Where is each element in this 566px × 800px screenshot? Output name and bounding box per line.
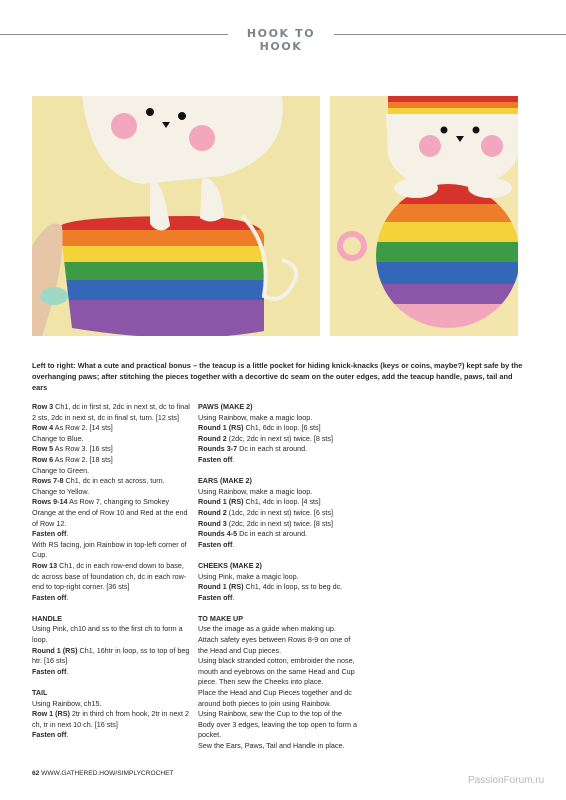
- page-footer: [32, 770, 174, 777]
- fingernail: [40, 287, 68, 305]
- row-13: Row 13 Ch1, dc in each row-end down to base, dc across base of foundation ch, dc in each row-end to top-right corner. [36 sts]: [32, 560, 187, 592]
- page-number: 62: [32, 770, 40, 777]
- paws-round-2: Round 2 (2dc, 2dc in next st) twice. [8 sts]: [198, 433, 334, 443]
- fasten-off: Fasten off.: [198, 592, 235, 602]
- spacer: [32, 677, 190, 688]
- ears-round-2: Round 2 (1dc, 2dc in next st) twice. [6 sts]: [198, 507, 334, 517]
- row-4: Row 4 As Row 2. [14 sts]: [32, 423, 113, 433]
- section-heading-handle: HANDLE: [32, 613, 62, 623]
- change-green: Change to Green.: [32, 465, 90, 475]
- eye-right-1: [441, 127, 448, 134]
- handle-round-1: Round 1 (RS) Ch1, 16htr in loop, ss to top of beg htr. [16 sts]: [32, 645, 190, 666]
- pattern-column-left: [32, 402, 190, 741]
- paw-right-2: [468, 178, 512, 198]
- photo-left: [32, 96, 320, 336]
- fasten-off: Fasten off.: [198, 454, 235, 464]
- cheek-right-1: [419, 135, 441, 157]
- make-up-step-2: Attach safety eyes between Rows 8-9 on one of the Head and Cup pieces.: [198, 635, 351, 655]
- fasten-off: Fasten off.: [32, 529, 69, 539]
- section-heading-make-up: TO MAKE UP: [198, 613, 243, 623]
- make-up-step-3: Using black stranded cotton, embroider the nose, mouth and eyebrows on the same Head and Cup piece. Then sew the Cheeks into place.: [198, 656, 355, 687]
- section-heading-tail: TAIL: [32, 688, 48, 698]
- make-up-step-5: Using Rainbow, sew the Cup to the top of the Body over 3 edges, leaving the top open to form a pocket.: [198, 709, 358, 740]
- pattern-column-right: [198, 402, 358, 752]
- fasten-off: Fasten off.: [32, 730, 69, 740]
- fasten-off: Fasten off.: [32, 666, 69, 676]
- cheek-left-2: [189, 125, 215, 151]
- spacer: [198, 466, 358, 477]
- running-head: HOOK TO HOOK: [246, 27, 316, 53]
- change-yellow: Change to Yellow.: [32, 486, 90, 496]
- row-6: Row 6 As Row 2. [18 sts]: [32, 454, 113, 464]
- photo-left-illustration: [32, 96, 320, 336]
- rainbow-cup-left: [52, 216, 272, 336]
- rainbow-hat: [388, 96, 518, 114]
- photo-right: [330, 96, 518, 336]
- rows-9-14: Rows 9-14 As Row 7, changing to Smokey Orange at the end of Row 10 and Red at the end of Row 12.: [32, 497, 188, 528]
- spacer: [198, 603, 358, 614]
- eye-left-2: [178, 112, 186, 120]
- spacer: [198, 550, 358, 561]
- ears-intro: Using Rainbow, make a magic loop.: [198, 486, 313, 496]
- cheeks-round-1: Round 1 (RS) Ch1, 4dc in loop, ss to beg dc.: [198, 582, 343, 592]
- make-up-step-1: Use the image as a guide when making up.: [198, 624, 336, 634]
- cheeks-intro: Using Pink, make a magic loop.: [198, 571, 299, 581]
- paws-rounds-3-7: Rounds 3-7 Dc in each st around.: [198, 444, 308, 454]
- section-heading-cheeks: CHEEKS (MAKE 2): [198, 560, 262, 570]
- header-rule-right: [334, 34, 566, 35]
- row-5: Row 5 As Row 3. [16 sts]: [32, 444, 113, 454]
- handle-intro: Using Pink, ch10 and ss to the first ch to form a loop.: [32, 624, 183, 645]
- paw-right-1: [394, 178, 438, 198]
- spacer: [32, 603, 190, 614]
- header-rule-left: [0, 34, 228, 35]
- eye-left-1: [146, 108, 154, 116]
- ears-rounds-4-5: Rounds 4-5 Dc in each st around.: [198, 529, 308, 539]
- section-heading-paws: PAWS (MAKE 2): [198, 402, 253, 411]
- row-3: Row 3 Ch1, dc in first st, 2dc in next st, dc to final 2 sts, 2dc in next st, dc in final st, turn. [12 sts]: [32, 402, 190, 422]
- photo-right-illustration: [330, 96, 518, 336]
- tail-row-1: Row 1 (RS) 2tr in third ch from hook, 2tr in next 2 ch, tr in next 10 ch. [16 sts]: [32, 709, 189, 729]
- cheek-left-1: [111, 113, 137, 139]
- change-blue: Change to Blue.: [32, 433, 84, 443]
- paws-round-1: Round 1 (RS) Ch1, 6dc in loop. [6 sts]: [198, 423, 321, 433]
- ears-round-1: Round 1 (RS) Ch1, 4dc in loop. [4 sts]: [198, 497, 321, 507]
- fasten-off: Fasten off.: [198, 539, 235, 549]
- footer-url[interactable]: WWW.GATHERED.HOW/SIMPLYCROCHET: [39, 770, 174, 777]
- rs-facing: With RS facing, join Rainbow in top-left corner of Cup.: [32, 539, 187, 560]
- photo-caption: Left to right: What a cute and practical bonus – the teacup is a little pocket for hiding knick-knacks (keys or coins, maybe?) kept safe by the overhanging paws; after stitching the pieces together with a decortive dc seam on the outer edges, add the teacup handle, paws, tail and ears: [32, 361, 523, 392]
- make-up-step-6: Sew the Ears, Paws, Tail and Handle in place.: [198, 741, 345, 750]
- ears-round-3: Round 3 (2dc, 2dc in next st) twice. [8 sts]: [198, 518, 334, 528]
- make-up-step-4: Place the Head and Cup Pieces together and dc around both pieces to join using Rainbow.: [198, 688, 352, 708]
- paws-intro: Using Rainbow, make a magic loop.: [198, 412, 313, 422]
- fasten-off: Fasten off.: [32, 592, 69, 602]
- tail-intro: Using Rainbow, ch15.: [32, 698, 102, 708]
- rows-7-8: Rows 7-8 Ch1, dc in each st across, turn.: [32, 476, 165, 486]
- section-heading-ears: EARS (MAKE 2): [198, 476, 252, 486]
- watermark: PassionForum.ru: [468, 775, 545, 786]
- cheek-right-2: [481, 135, 503, 157]
- eye-right-2: [473, 127, 480, 134]
